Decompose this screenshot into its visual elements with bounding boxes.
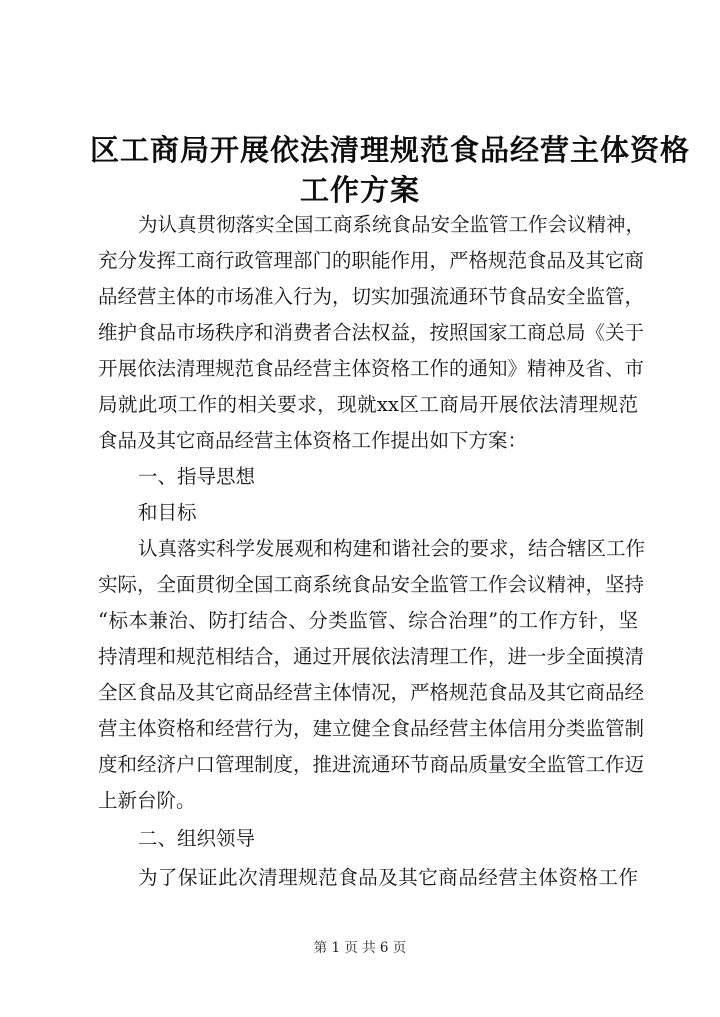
document-title-line-1: 区工商局开展依法清理规范食品经营主体资格 <box>90 133 691 167</box>
body-line: 食品及其它商品经营主体资格工作提出如下方案： <box>98 429 528 452</box>
body-line: 营主体资格和经营行为，建立健全食品经营主体信用分类监管制 <box>98 717 645 740</box>
section-heading-organization: 二、组织领导 <box>138 827 256 850</box>
body-line: 开展依法清理规范食品经营主体资格工作的通知》精神及省、市 <box>98 357 645 380</box>
body-line: 度和经济户口管理制度，推进流通环节商品质量安全监管工作迈 <box>98 753 645 776</box>
body-line: 维护食品市场秩序和消费者合法权益，按照国家工商总局《关于 <box>98 321 645 344</box>
body-line: 品经营主体的市场准入行为，切实加强流通环节食品安全监管， <box>98 285 645 308</box>
section-heading-guiding-thought: 一、指导思想 <box>138 465 256 488</box>
body-line: 为认真贯彻落实全国工商系统食品安全监管工作会议精神， <box>138 213 646 236</box>
body-line: 认真落实科学发展观和构建和谐社会的要求，结合辖区工作 <box>138 537 646 560</box>
body-line: 持清理和规范相结合，通过开展依法清理工作，进一步全面摸清 <box>98 645 645 668</box>
body-line: 局就此项工作的相关要求，现就xx区工商局开展依法清理规范 <box>98 393 638 416</box>
body-line: 实际，全面贯彻全国工商系统食品安全监管工作会议精神，坚持 <box>98 573 645 596</box>
body-line: “标本兼治、防打结合、分类监管、综合治理”的工作方针，坚 <box>98 609 638 632</box>
section-heading-continuation: 和目标 <box>138 501 197 524</box>
body-line: 充分发挥工商行政管理部门的职能作用，严格规范食品及其它商 <box>98 249 645 272</box>
document-title-line-2: 工作方案 <box>299 173 420 207</box>
body-line: 为了保证此次清理规范食品及其它商品经营主体资格工作 <box>138 866 638 889</box>
body-line: 全区食品及其它商品经营主体情况，严格规范食品及其它商品经 <box>98 681 645 704</box>
page-number-footer: 第 1 页 共 6 页 <box>313 940 407 956</box>
body-line: 上新台阶。 <box>98 789 196 812</box>
